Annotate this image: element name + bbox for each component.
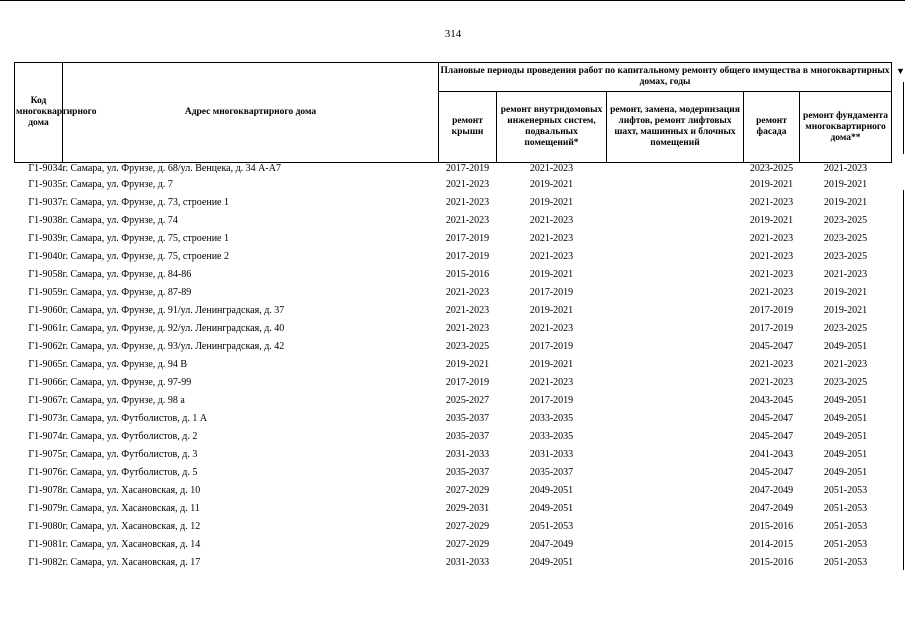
- cell-foundation: 2023-2025: [823, 377, 868, 388]
- cell-lifts: [607, 163, 744, 177]
- cell-lifts: [607, 374, 744, 392]
- cell-foundation: 2021-2023: [823, 359, 868, 370]
- cell-facade: 2045-2047: [749, 431, 794, 442]
- cell-foundation: 2019-2021: [823, 287, 868, 298]
- header-systems: ремонт внутридомовых инженерных систем, подвальных помещений*: [497, 92, 607, 163]
- cell-systems: 2019-2021: [529, 269, 574, 280]
- cell-systems: 2017-2019: [529, 341, 574, 352]
- cell-code: Г1-9075: [28, 449, 63, 460]
- table-row: [15, 410, 892, 428]
- table-row: [15, 163, 892, 177]
- cell-roof: 2017-2019: [445, 251, 490, 262]
- cell-facade: 2017-2019: [749, 305, 794, 316]
- cell-lifts: [607, 446, 744, 464]
- cell-systems: 2021-2023: [529, 323, 574, 334]
- header-roof: ремонт крыши: [439, 92, 497, 163]
- cell-roof: 2015-2016: [445, 269, 490, 280]
- cell-address: г. Самара, ул. Фрунзе, д. 94 В: [62, 359, 188, 370]
- cell-foundation: 2019-2021: [823, 197, 868, 208]
- cell-roof: 2019-2021: [445, 359, 490, 370]
- cell-facade: 2021-2023: [749, 197, 794, 208]
- cell-address: г. Самара, ул. Хасановская, д. 12: [62, 521, 201, 532]
- cell-facade: 2047-2049: [749, 503, 794, 514]
- cell-lifts: [607, 410, 744, 428]
- cell-facade: 2021-2023: [749, 377, 794, 388]
- cell-address: г. Самара, ул. Фрунзе, д. 93/ул. Ленинградская, д. 42: [62, 341, 285, 352]
- cell-roof: 2031-2033: [445, 557, 490, 568]
- cell-foundation: 2049-2051: [823, 341, 868, 352]
- cell-roof: 2017-2019: [445, 377, 490, 388]
- scrollbar-track-lower[interactable]: [903, 190, 904, 570]
- cell-foundation: 2019-2021: [823, 305, 868, 316]
- cell-systems: 2019-2021: [529, 305, 574, 316]
- cell-systems: 2051-2053: [529, 521, 574, 532]
- cell-lifts: [607, 356, 744, 374]
- cell-address: г. Самара, ул. Фрунзе, д. 73, строение 1: [62, 197, 229, 208]
- cell-systems: 2021-2023: [529, 233, 574, 244]
- cell-lifts: [607, 284, 744, 302]
- table-row: [15, 194, 892, 212]
- repair-schedule-table: [14, 62, 892, 572]
- cell-foundation: 2049-2051: [823, 431, 868, 442]
- top-rule: [0, 0, 905, 1]
- cell-code: Г1-9076: [28, 467, 63, 478]
- cell-code: Г1-9039: [28, 233, 63, 244]
- cell-code: Г1-9060: [28, 305, 63, 316]
- table-row: [15, 482, 892, 500]
- cell-code: Г1-9062: [28, 341, 63, 352]
- cell-code: Г1-9034: [28, 163, 63, 174]
- cell-systems: 2031-2033: [529, 449, 574, 460]
- header-facade: ремонт фасада: [744, 92, 800, 163]
- cell-address: г. Самара, ул. Фрунзе, д. 74: [62, 215, 178, 226]
- cell-roof: 2035-2037: [445, 431, 490, 442]
- cell-systems: 2033-2035: [529, 431, 574, 442]
- cell-roof: 2027-2029: [445, 539, 490, 550]
- header-periods: Плановые периоды проведения работ по капитальному ремонту общего имущества в многоквартирных домах, годы: [439, 63, 892, 92]
- cell-roof: 2025-2027: [445, 395, 490, 406]
- cell-systems: 2021-2023: [529, 251, 574, 262]
- cell-facade: 2019-2021: [749, 179, 794, 190]
- cell-foundation: 2049-2051: [823, 467, 868, 478]
- cell-address: г. Самара, ул. Хасановская, д. 14: [62, 539, 201, 550]
- cell-foundation: 2049-2051: [823, 413, 868, 424]
- cell-foundation: 2051-2053: [823, 521, 868, 532]
- cell-roof: 2021-2023: [445, 287, 490, 298]
- cell-systems: 2047-2049: [529, 539, 574, 550]
- cell-facade: 2017-2019: [749, 323, 794, 334]
- table-row: [15, 320, 892, 338]
- cell-code: Г1-9038: [28, 215, 63, 226]
- table-row: [15, 374, 892, 392]
- cell-facade: 2021-2023: [749, 359, 794, 370]
- table-row: [15, 302, 892, 320]
- cell-address: г. Самара, ул. Хасановская, д. 10: [62, 485, 201, 496]
- cell-lifts: [607, 500, 744, 518]
- cell-lifts: [607, 482, 744, 500]
- cell-code: Г1-9040: [28, 251, 63, 262]
- cell-foundation: 2051-2053: [823, 539, 868, 550]
- cell-foundation: 2051-2053: [823, 485, 868, 496]
- cell-address: г. Самара, ул. Футболистов, д. 1 А: [62, 413, 208, 424]
- cell-code: Г1-9065: [28, 359, 63, 370]
- table-row: [15, 176, 892, 194]
- header-foundation: ремонт фундамента многоквартирного дома**: [800, 92, 892, 163]
- cell-code: Г1-9067: [28, 395, 63, 406]
- cell-code: Г1-9066: [28, 377, 63, 388]
- cell-roof: 2021-2023: [445, 323, 490, 334]
- cell-foundation: 2021-2023: [823, 269, 868, 280]
- cell-systems: 2021-2023: [529, 215, 574, 226]
- cell-facade: 2019-2021: [749, 215, 794, 226]
- cell-foundation: 2049-2051: [823, 449, 868, 460]
- cell-code: Г1-9078: [28, 485, 63, 496]
- header-address: Адрес многоквартирного дома: [63, 63, 439, 163]
- cell-facade: 2047-2049: [749, 485, 794, 496]
- cell-address: г. Самара, ул. Фрунзе, д. 75, строение 2: [62, 251, 229, 262]
- table-row: [15, 518, 892, 536]
- cell-address: г. Самара, ул. Фрунзе, д. 98 а: [62, 395, 185, 406]
- cell-address: г. Самара, ул. Фрунзе, д. 91/ул. Ленинградская, д. 37: [62, 305, 285, 316]
- cell-address: г. Самара, ул. Фрунзе, д. 7: [62, 179, 173, 190]
- cell-lifts: [607, 320, 744, 338]
- cell-lifts: [607, 428, 744, 446]
- cell-roof: 2035-2037: [445, 413, 490, 424]
- table-row: [15, 392, 892, 410]
- cell-foundation: 2023-2025: [823, 215, 868, 226]
- cell-facade: 2015-2016: [749, 521, 794, 532]
- header-code: Код многоквартирного дома: [15, 63, 63, 163]
- cell-facade: 2043-2045: [749, 395, 794, 406]
- cell-roof: 2029-2031: [445, 503, 490, 514]
- cell-foundation: 2051-2053: [823, 503, 868, 514]
- cell-facade: 2041-2043: [749, 449, 794, 460]
- table-row: [15, 446, 892, 464]
- cell-foundation: 2021-2023: [823, 163, 868, 174]
- cell-systems: 2019-2021: [529, 179, 574, 190]
- cell-lifts: [607, 338, 744, 356]
- cell-facade: 2021-2023: [749, 287, 794, 298]
- cell-lifts: [607, 554, 744, 572]
- cell-code: Г1-9073: [28, 413, 63, 424]
- table-row: [15, 230, 892, 248]
- cell-foundation: 2019-2021: [823, 179, 868, 190]
- table-row: [15, 536, 892, 554]
- cell-code: Г1-9037: [28, 197, 63, 208]
- cell-roof: 2031-2033: [445, 449, 490, 460]
- cell-systems: 2049-2051: [529, 503, 574, 514]
- cell-address: г. Самара, ул. Хасановская, д. 11: [62, 503, 200, 514]
- header-lifts: ремонт, замена, модернизация лифтов, ремонт лифтовых шахт, машинных и блочных помещений: [607, 92, 744, 163]
- table-row: [15, 248, 892, 266]
- cell-roof: 2017-2019: [445, 163, 490, 174]
- cell-facade: 2021-2023: [749, 233, 794, 244]
- cell-roof: 2027-2029: [445, 521, 490, 532]
- cell-roof: 2027-2029: [445, 485, 490, 496]
- table-row: [15, 338, 892, 356]
- cell-code: Г1-9058: [28, 269, 63, 280]
- cell-code: Г1-9079: [28, 503, 63, 514]
- cell-lifts: [607, 518, 744, 536]
- cell-lifts: [607, 248, 744, 266]
- cell-address: г. Самара, ул. Футболистов, д. 3: [62, 449, 198, 460]
- cell-lifts: [607, 212, 744, 230]
- cell-systems: 2049-2051: [529, 557, 574, 568]
- cell-roof: 2023-2025: [445, 341, 490, 352]
- cell-code: Г1-9061: [28, 323, 63, 334]
- cell-address: г. Самара, ул. Хасановская, д. 17: [62, 557, 201, 568]
- table-row: [15, 464, 892, 482]
- cell-lifts: [607, 230, 744, 248]
- cell-lifts: [607, 176, 744, 194]
- cell-address: г. Самара, ул. Фрунзе, д. 92/ул. Ленинградская, д. 40: [62, 323, 285, 334]
- cell-lifts: [607, 464, 744, 482]
- cell-roof: 2021-2023: [445, 305, 490, 316]
- cell-systems: 2033-2035: [529, 413, 574, 424]
- cell-roof: 2035-2037: [445, 467, 490, 478]
- cell-facade: 2045-2047: [749, 467, 794, 478]
- cell-systems: 2035-2037: [529, 467, 574, 478]
- table-body: [15, 163, 892, 573]
- cell-systems: 2021-2023: [529, 377, 574, 388]
- table-row: [15, 500, 892, 518]
- scroll-down-icon[interactable]: ▼: [896, 66, 905, 76]
- cell-systems: 2049-2051: [529, 485, 574, 496]
- cell-roof: 2021-2023: [445, 179, 490, 190]
- cell-lifts: [607, 536, 744, 554]
- cell-address: г. Самара, ул. Фрунзе, д. 68/ул. Венцека, д. 34 А-А7: [62, 163, 281, 174]
- cell-address: г. Самара, ул. Фрунзе, д. 87-89: [62, 287, 192, 298]
- cell-foundation: 2023-2025: [823, 323, 868, 334]
- cell-code: Г1-9080: [28, 521, 63, 532]
- cell-code: Г1-9074: [28, 431, 63, 442]
- cell-systems: 2019-2021: [529, 197, 574, 208]
- page-number: 314: [444, 28, 462, 40]
- cell-code: Г1-9081: [28, 539, 63, 550]
- cell-facade: 2014-2015: [749, 539, 794, 550]
- cell-facade: 2015-2016: [749, 557, 794, 568]
- table-row: [15, 284, 892, 302]
- cell-address: г. Самара, ул. Футболистов, д. 5: [62, 467, 198, 478]
- cell-facade: 2045-2047: [749, 413, 794, 424]
- table-row: [15, 356, 892, 374]
- cell-address: г. Самара, ул. Фрунзе, д. 84-86: [62, 269, 192, 280]
- cell-code: Г1-9059: [28, 287, 63, 298]
- cell-facade: 2045-2047: [749, 341, 794, 352]
- cell-foundation: 2051-2053: [823, 557, 868, 568]
- cell-address: г. Самара, ул. Фрунзе, д. 97-99: [62, 377, 192, 388]
- cell-address: г. Самара, ул. Футболистов, д. 2: [62, 431, 198, 442]
- cell-foundation: 2049-2051: [823, 395, 868, 406]
- cell-address: г. Самара, ул. Фрунзе, д. 75, строение 1: [62, 233, 229, 244]
- cell-lifts: [607, 302, 744, 320]
- cell-foundation: 2023-2025: [823, 233, 868, 244]
- cell-systems: 2021-2023: [529, 163, 574, 174]
- table-row: [15, 428, 892, 446]
- cell-lifts: [607, 392, 744, 410]
- cell-facade: 2021-2023: [749, 269, 794, 280]
- cell-systems: 2017-2019: [529, 287, 574, 298]
- table-row: [15, 554, 892, 572]
- cell-roof: 2021-2023: [445, 197, 490, 208]
- scrollbar-track-upper[interactable]: [903, 82, 904, 154]
- cell-foundation: 2023-2025: [823, 251, 868, 262]
- cell-roof: 2021-2023: [445, 215, 490, 226]
- cell-systems: 2019-2021: [529, 359, 574, 370]
- cell-systems: 2017-2019: [529, 395, 574, 406]
- cell-code: Г1-9035: [28, 179, 63, 190]
- table-row: [15, 212, 892, 230]
- table-row: [15, 266, 892, 284]
- cell-roof: 2017-2019: [445, 233, 490, 244]
- cell-lifts: [607, 194, 744, 212]
- cell-lifts: [607, 266, 744, 284]
- cell-code: Г1-9082: [28, 557, 63, 568]
- cell-facade: 2023-2025: [749, 163, 794, 174]
- cell-facade: 2021-2023: [749, 251, 794, 262]
